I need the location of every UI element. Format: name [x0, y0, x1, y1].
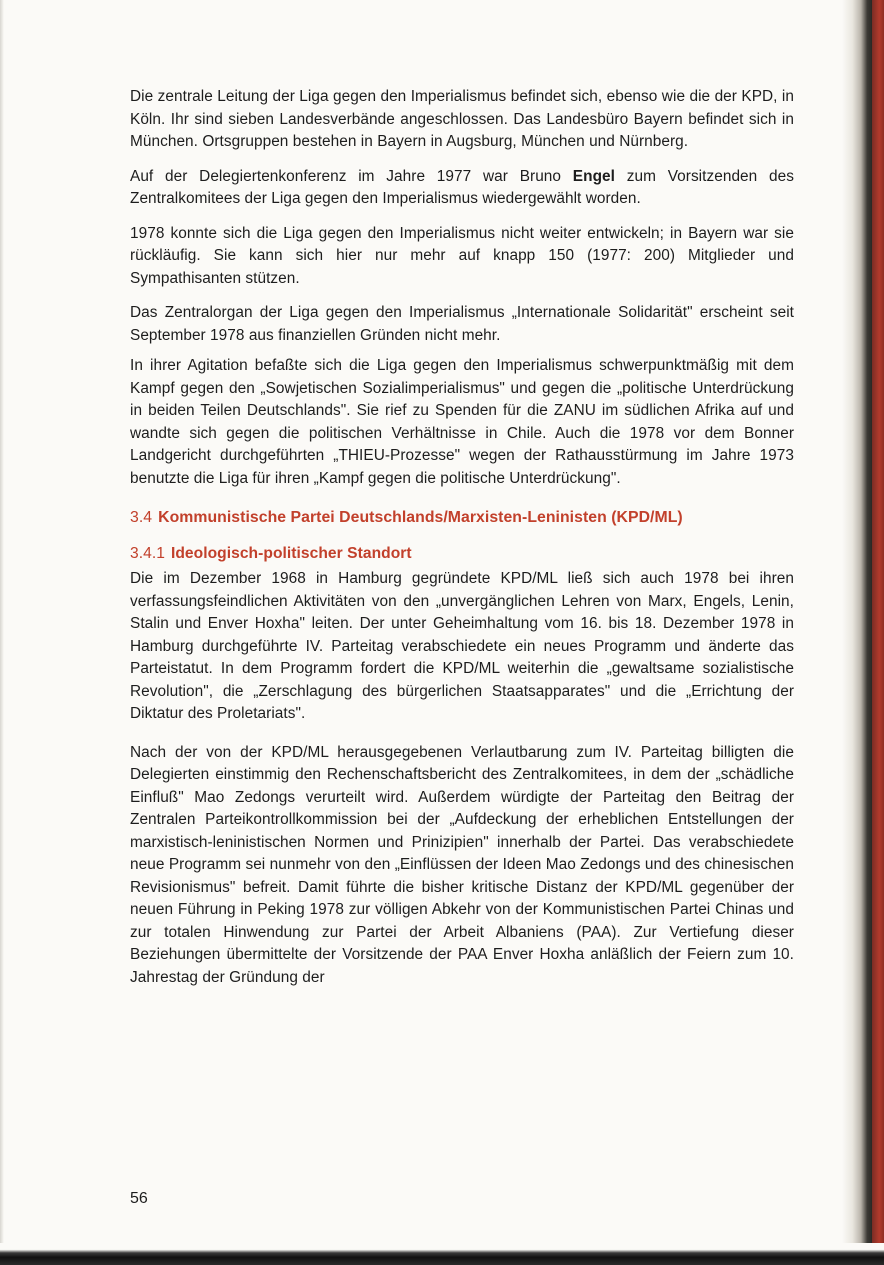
- paragraph-parteitag: Nach der von der KPD/ML herausgegebenen Verlautbarung zum IV. Parteitag billigten die Delegierten einstimmig den Rechenschaftsbericht des Zentralkomitees, in dem der „schädliche Einfluß" Mao Zedongs verurteilt wird. Außerdem würdigte der Parteitag den Beitrag der Zentralen Parteikontrollkommission bei der „Aufdeckung der erheblichen Entstellungen der marxistisch-leninistischen Normen und Prinizipien" innerhalb der Partei. Das verabschiedete neue Programm sei nunmehr von den „Einflüssen der Ideen Mao Zedongs und des chinesischen Revisionismus" befreit. Damit führte die bisher kritische Distanz der KPD/ML gegenüber der neuen Führung in Peking 1978 zur völligen Abkehr von der Kommunistischen Partei Chinas und zur totalen Hinwendung zur Partei der Arbeit Albaniens (PAA). Zur Vertiefung dieser Beziehungen übermittelte der Vorsitzende der PAA Enver Hoxha anläßlich der Feiern zum 10. Jahrestag der Gründung der: [130, 743, 794, 986]
- paragraph-agitation: In ihrer Agitation befaßte sich die Liga gegen den Imperialismus schwerpunktmäßig mit dem Kampf gegen den „Sowjetischen Sozialimperialismus" und gegen die „politische Unterdrückung in beiden Teilen Deutschlands". Sie rief zu Spenden für die ZANU im südlichen Afrika auf und wandte sich gegen die politischen Verhältnisse in Chile. Auch die 1978 vor dem Bonner Landgericht durchgeführten „THIEU-Prozesse" wegen der Rathausstürmung im Jahre 1973 benutzte die Liga für ihren „Kampf gegen die politische Unterdrückung".: [130, 357, 794, 487]
- page-number: 56: [130, 1190, 148, 1207]
- subsection-heading-3-4-1: [130, 542, 794, 566]
- body-text: [130, 86, 794, 1001]
- subsection-title: Ideologisch-politischer Standort: [170, 545, 412, 562]
- paragraph-liga-leitung: Die zentrale Leitung der Liga gegen den Imperialismus befindet sich, ebenso wie die der KPD, in Köln. Ihr sind sieben Landesverbände angeschlossen. Das Landesbüro Bayern befindet sich in München. Ortsgruppen bestehen in Bayern in Augsburg, München und Nürnberg.: [130, 88, 794, 150]
- name-engel: Engel: [572, 167, 615, 185]
- conference-text-before: Auf der Delegiertenkonferenz im Jahre 1977 war Bruno: [130, 167, 573, 185]
- book-cover-edge: [872, 0, 884, 1265]
- section-title: Kommunistische Partei Deutschlands/Marxisten-Leninisten (KPD/ML): [158, 509, 683, 526]
- paragraph-zentralorgan: Das Zentralorgan der Liga gegen den Imperialismus „Internationale Solidarität" erscheint seit September 1978 aus finanziellen Gründen nicht mehr.: [130, 304, 794, 344]
- section-heading-3-4: [130, 506, 794, 530]
- scan-bottom-edge: [0, 1243, 884, 1265]
- conference-text-after: zum Vorsitzenden des Zentralkomitees der Liga gegen den Imperialismus wiedergewählt worden.: [130, 167, 794, 207]
- paragraph-delegiertenkonferenz: [130, 166, 794, 211]
- subsection-number: 3.4.1: [130, 545, 165, 562]
- paragraph-entwicklung-1978: 1978 konnte sich die Liga gegen den Imperialismus nicht weiter entwickeln; in Bayern war sie rückläufig. Sie kann sich hier nur mehr auf knapp 150 (1977: 200) Mitglieder und Sympathisanten stützen.: [130, 224, 794, 287]
- page-left-edge: [0, 0, 4, 1265]
- paragraph-kpd-ml-gruendung: Die im Dezember 1968 in Hamburg gegründete KPD/ML ließ sich auch 1978 bei ihren verfassungsfeindlichen Aktivitäten von den „unvergänglichen Lehren von Marx, Engels, Lenin, Stalin und Enver Hoxha" leiten. Der unter Geheimhaltung vom 16. bis 18. Dezember 1978 in Hamburg durchgeführte IV. Parteitag verabschiedete ein neues Programm und änderte das Parteistatut. In dem Programm fordert die KPD/ML weiterhin die „gewaltsame sozialistische Revolution", die „Zerschlagung des bürgerlichen Staatsapparates" und die „Errichtung der Diktatur des Proletariats".: [130, 570, 794, 722]
- section-number: 3.4: [130, 509, 153, 526]
